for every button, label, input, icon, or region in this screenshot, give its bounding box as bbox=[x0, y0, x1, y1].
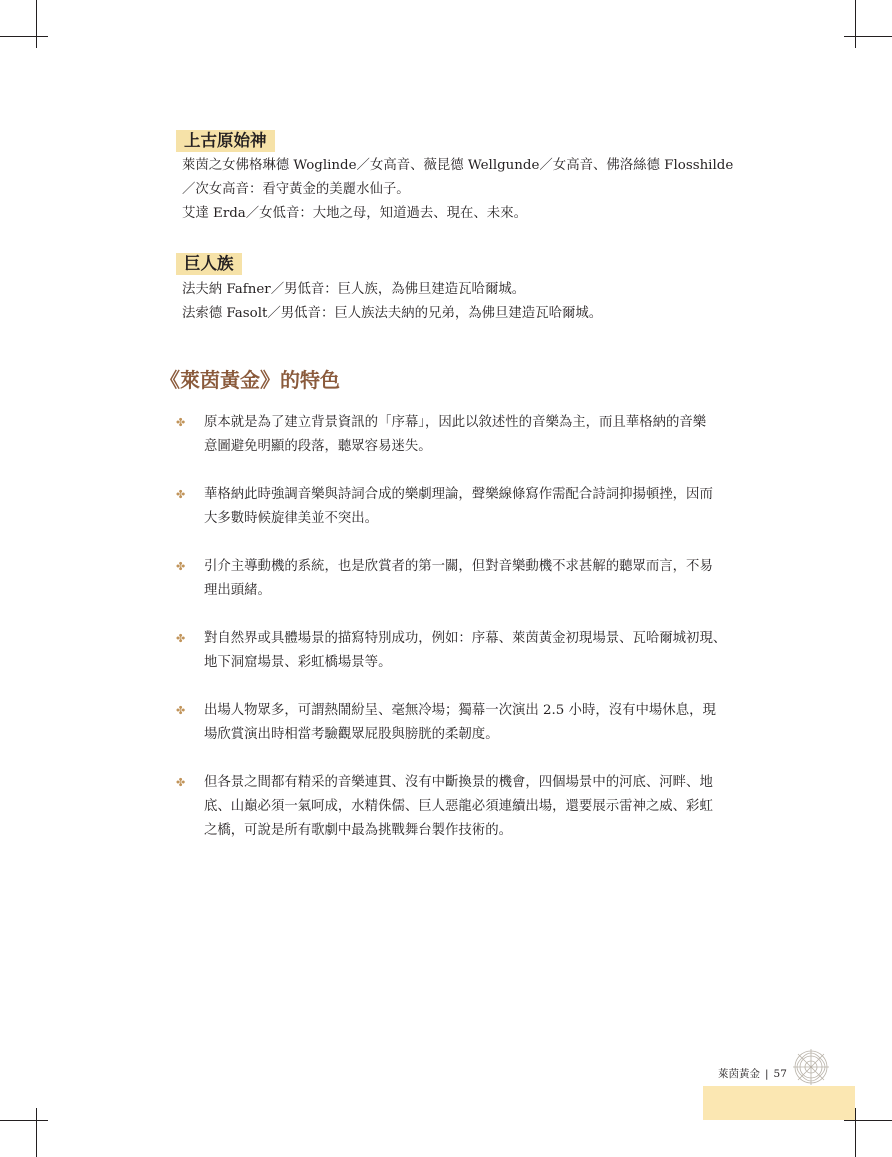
crop-mark bbox=[844, 36, 892, 37]
bullet-text-line: 引介主導動機的系統，也是欣賞者的第一關，但對音樂動機不求甚解的聽眾而言，不易 bbox=[204, 559, 713, 574]
bullet-text-line: 出場人物眾多，可謂熱鬧紛呈、毫無冷場；獨幕一次演出 2.5 小時，沒有中場休息，現 bbox=[204, 703, 716, 718]
crop-mark bbox=[36, 1108, 37, 1157]
crop-mark bbox=[36, 0, 37, 48]
text-line: 艾達 Erda／女低音：大地之母，知道過去、現在、未來。 bbox=[182, 206, 527, 221]
floral-ornament-icon bbox=[788, 1046, 834, 1088]
bullet-text-line: 但各景之間都有精采的音樂連貫、沒有中斷換景的機會，四個場景中的河底、河畔、地 bbox=[204, 775, 713, 790]
bullet-text-line: 對自然界或具體場景的描寫特別成功，例如：序幕、萊茵黃金初現場景、瓦哈爾城初現、 bbox=[204, 631, 727, 646]
bullet-icon: ✤ bbox=[176, 704, 186, 717]
text-line: 萊茵之女佛格琳德 Woglinde／女高音、薇昆德 Wellgunde／女高音、佛洛絲德 Flosshilde bbox=[182, 158, 734, 173]
bullet-text-line: 底、山巔必須一氣呵成，水精侏儒、巨人惡龍必須連續出場，還要展示雷神之威、彩虹 bbox=[204, 799, 713, 814]
text-line: ／次女高音：看守黃金的美麗水仙子。 bbox=[182, 182, 410, 197]
footer-title: 萊茵黃金 bbox=[718, 1068, 760, 1080]
text-line: 法夫納 Fafner／男低音：巨人族，為佛旦建造瓦哈爾城。 bbox=[182, 282, 526, 297]
bullet-icon: ✤ bbox=[176, 560, 186, 573]
text-line: 法索德 Fasolt／男低音：巨人族法夫納的兄弟，為佛旦建造瓦哈爾城。 bbox=[182, 306, 603, 321]
footer-separator: | bbox=[765, 1068, 769, 1080]
bullet-icon: ✤ bbox=[176, 776, 186, 789]
bullet-text-line: 原本就是為了建立背景資訊的「序幕」，因此以敘述性的音樂為主，而且華格納的音樂 bbox=[204, 415, 707, 430]
crop-mark bbox=[855, 0, 856, 48]
bullet-text-line: 大多數時候旋律美並不突出。 bbox=[204, 511, 379, 526]
bullet-text-line: 地下洞窟場景、彩虹橋場景等。 bbox=[204, 655, 392, 670]
section-tag: 巨人族 bbox=[176, 253, 242, 275]
crop-mark bbox=[0, 36, 48, 37]
section-tag: 上古原始神 bbox=[176, 130, 275, 152]
bullet-text-line: 理出頭緒。 bbox=[204, 583, 271, 598]
bullet-icon: ✤ bbox=[176, 488, 186, 501]
bullet-text-line: 華格納此時強調音樂與詩詞合成的樂劇理論，聲樂線條寫作需配合詩詞抑揚頓挫，因而 bbox=[204, 487, 713, 502]
bullet-icon: ✤ bbox=[176, 416, 186, 429]
crop-mark bbox=[855, 1108, 856, 1157]
page-footer bbox=[718, 1066, 787, 1081]
footer-tab bbox=[703, 1086, 855, 1120]
bullet-icon: ✤ bbox=[176, 632, 186, 645]
bullet-text-line: 之橋，可說是所有歌劇中最為挑戰舞台製作技術的。 bbox=[204, 823, 512, 838]
crop-mark bbox=[844, 1120, 892, 1121]
section-heading: 《萊茵黃金》的特色 bbox=[160, 368, 340, 392]
bullet-text-line: 場欣賞演出時相當考驗觀眾屁股與膀胱的柔韌度。 bbox=[204, 727, 499, 742]
crop-mark bbox=[0, 1120, 48, 1121]
page-number: 57 bbox=[773, 1068, 787, 1080]
bullet-text-line: 意圖避免明顯的段落，聽眾容易迷失。 bbox=[204, 439, 432, 454]
